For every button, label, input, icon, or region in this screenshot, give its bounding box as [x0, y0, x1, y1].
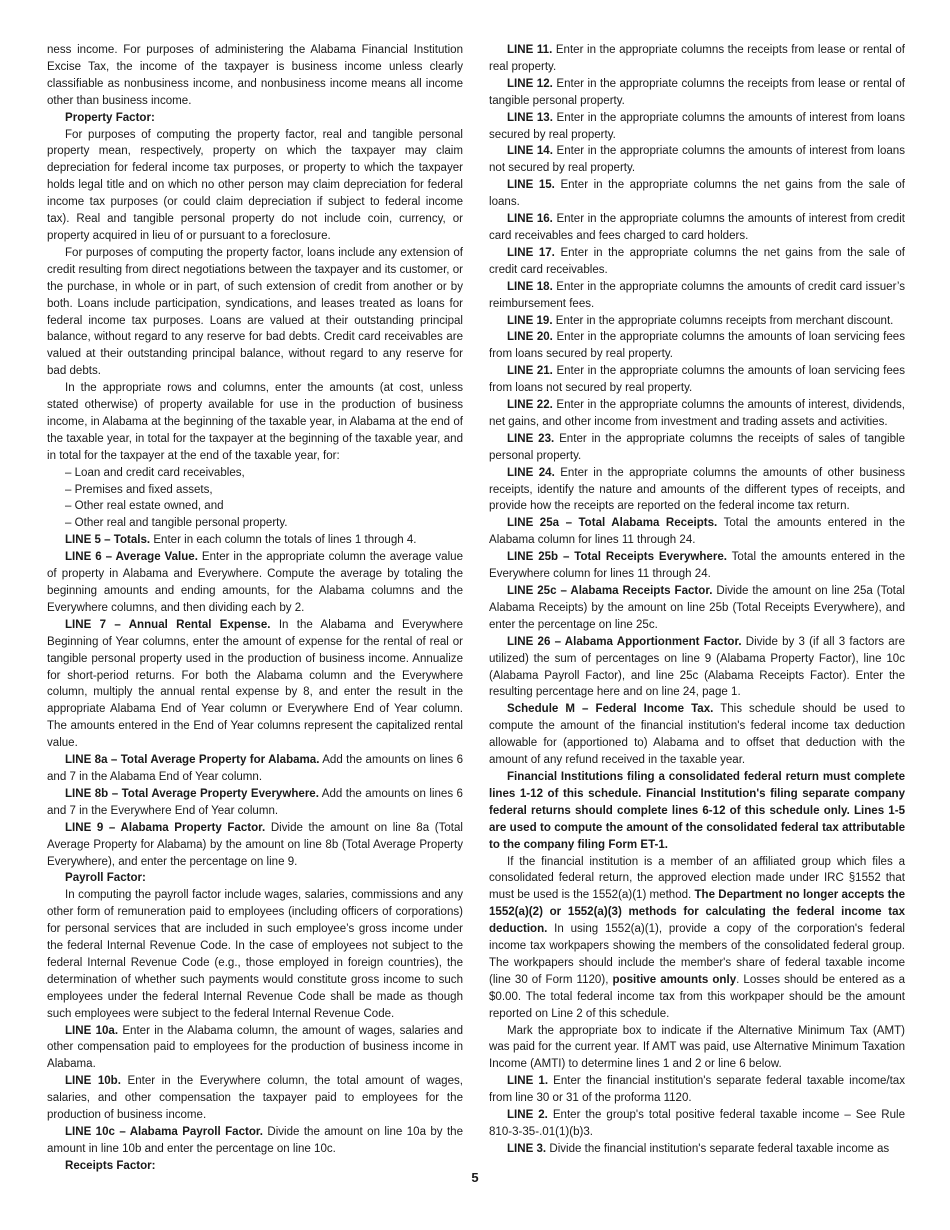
section-heading: Receipts Factor: — [65, 1159, 156, 1172]
paragraph — [489, 431, 905, 465]
line-label: LINE 25a – Total Alabama Receipts. — [507, 517, 718, 530]
paragraph-text: In the appropriate rows and columns, enter the amounts (at cost, unless stated otherwise) of property available for use in the production of business income, in Alabama at the beginning of the taxable year, in Alabama at the end of the taxable year, in total for the taxpayer at the beginning of the taxable year, and in total for the taxpayer at the end of the taxable year, for: — [47, 382, 463, 462]
bold-text: positive amounts only — [612, 973, 737, 986]
line-label: LINE 7 – Annual Rental Expense. — [65, 618, 271, 631]
paragraph — [489, 245, 905, 279]
list-item: – Other real and tangible personal property. — [65, 517, 288, 530]
line-label: LINE 11. — [507, 44, 553, 56]
list-item: – Loan and credit card receivables, — [65, 466, 245, 479]
line-label: LINE 24. — [507, 466, 555, 479]
paragraph-text: Divide the financial institution's separate federal taxable income as — [549, 1142, 890, 1155]
paragraph-text: Enter in the appropriate columns the amounts of interest from loans not secured by real property. — [489, 145, 906, 175]
paragraph — [47, 1124, 463, 1158]
left-column — [47, 42, 463, 1175]
line-label: LINE 10b. — [65, 1075, 121, 1088]
paragraph — [47, 820, 463, 871]
paragraph-text: Enter in the appropriate columns the receipts from lease or rental of real property. — [489, 44, 905, 73]
paragraph-text: Enter in the appropriate columns the net gains from the sale of loans. — [489, 179, 905, 209]
paragraph-text: Enter in the appropriate columns the receipts from lease or rental of tangible personal property. — [489, 77, 905, 107]
paragraph — [489, 211, 905, 245]
paragraph: ness income. For purposes of administering the Alabama Financial Institution Excise Tax, the income of the taxpayer is business income unless clearly classifiable as nonbusiness income, and nonbusiness income means all income other than business income. — [47, 44, 463, 107]
line-label: Schedule M – Federal Income Tax. — [507, 703, 714, 716]
paragraph — [47, 127, 463, 245]
paragraph-text: Divide the amount on line 10a by the amount in line 10b and enter the percentage on line 10c. — [47, 1126, 463, 1155]
line-label: LINE 20. — [507, 331, 553, 344]
line-label: LINE 1. — [507, 1075, 549, 1088]
paragraph — [489, 1023, 905, 1074]
line-label: LINE 8b – Total Average Property Everywhere. — [65, 787, 319, 800]
paragraph-text: Enter in the appropriate columns the amounts of loan servicing fees from loans secured by real property. — [489, 331, 905, 361]
text-run: If the financial institution is a member of an affiliated group which files a consolidated federal return, the approved election made under IRC §1552 that must be used is the 1552(a)(1) method. — [489, 855, 905, 902]
paragraph-text: Enter in the appropriate columns the amounts of interest from credit card receivables and fees charged to card holders. — [489, 213, 906, 242]
paragraph-text: For purposes of computing the property factor, real and tangible personal property mean, respectively, property on which the taxpayer may claim depreciation for federal income tax purposes, or property to which the taxpayer holds legal title and on which no other person may claim depreciation for federal income tax purposes (or could claim depreciation if subject to federal income tax). Real and tangible personal property do not include coin, currency, or property acquired in lieu of or pursuant to a foreclosure. — [47, 128, 463, 242]
paragraph-text: Total the amounts entered in the Alabama column for lines 11 through 24. — [489, 517, 905, 547]
paragraph — [47, 532, 463, 549]
paragraph-text: Enter in each column the totals of lines 1 through 4. — [153, 534, 417, 547]
line-label: LINE 18. — [507, 280, 553, 293]
line-label: LINE 23. — [507, 432, 555, 445]
paragraph-text: Divide by 3 (if all 3 factors are utilized) the sum of percentages on line 9 (Alabama Property Factor), line 10c (Alabama Payroll Factor), and line 25c (Alabama Receipts Factor). Enter the resulting percentage here and on line 24, page 1. — [489, 635, 905, 699]
paragraph — [489, 1107, 905, 1141]
paragraph — [47, 1023, 463, 1074]
paragraph — [489, 701, 905, 769]
paragraph-text: Total the amounts entered in the Everywhere column for lines 11 through 24. — [489, 551, 905, 581]
paragraph-text: Divide the amount on line 8a (Total Average Property for Alabama) by the amount on line 8b (Total Average Property Everywhere), and enter the percentage on line 9. — [47, 821, 463, 868]
paragraph-text: Mark the appropriate box to indicate if the Alternative Minimum Tax (AMT) was paid for the current year. If AMT was paid, use Alternative Minimum Taxation Income (AMTI) to determine lines 1 and 2 or line 6 below. — [489, 1024, 905, 1071]
paragraph-text: Enter the financial institution's separate federal taxable income/tax from line 30 or 31 of the proforma 1120. — [489, 1075, 905, 1105]
text-run: . Losses should be entered as a $0.00. The total federal income tax from this workpaper should be the amount reported on Line 2 of this schedule. — [489, 973, 906, 1020]
list-item: – Other real estate owned, and — [65, 500, 224, 513]
paragraph — [47, 1073, 463, 1124]
paragraph-text: Enter in the appropriate columns the amounts of interest from loans secured by real property. — [489, 111, 906, 141]
line-label: LINE 21. — [507, 365, 553, 378]
paragraph-text: Enter in the appropriate columns the receipts of sales of tangible personal property. — [489, 432, 906, 462]
paragraph — [489, 1073, 905, 1107]
paragraph-text: Enter in the Everywhere column, the total amount of wages, salaries, and other compensation the taxpayer paid to employees for the production of business income. — [47, 1075, 463, 1122]
line-label: LINE 25c – Alabama Receipts Factor. — [507, 585, 713, 597]
line-label: LINE 19. — [507, 314, 553, 327]
paragraph — [489, 1141, 905, 1158]
line-label: LINE 25b – Total Receipts Everywhere. — [507, 551, 727, 564]
paragraph — [489, 634, 905, 702]
paragraph-text: Enter in the appropriate columns the amounts of other business receipts, identify the nature and amounts of the different types of receipts, and provide how the receipts are reported on the federal income tax return. — [489, 466, 906, 513]
paragraph — [489, 279, 905, 313]
bold-text: The Department no longer accepts the 1552(a)(2) or 1552(a)(3) methods for calculating the federal income tax deduction. — [489, 889, 905, 936]
paragraph-text: Enter in the appropriate columns the net gains from the sale of credit card receivables. — [489, 246, 905, 276]
line-label: LINE 15. — [507, 179, 555, 192]
paragraph-text: Enter in the appropriate columns the amounts of credit card issuer’s reimbursement fees. — [489, 280, 905, 310]
paragraph-text: For purposes of computing the property factor, loans include any extension of credit resulting from direct negotiations between the taxpayer and its customer, or the purchase, in whole or in part, of such extension of credit from another or by both. Loans include participation, syndications, and leases treated as loans for federal income tax purposes. Loans are valued at their outstanding principal balance, without regard to any reserve for bad debts. Credit card receivables are valued at their outstanding principal balance, without regard to any reserve for bad debts. — [47, 246, 463, 378]
line-label: LINE 10c – Alabama Payroll Factor. — [65, 1126, 263, 1138]
line-label: LINE 12. — [507, 77, 553, 90]
paragraph — [489, 397, 905, 431]
line-label: LINE 5 – Totals. — [65, 534, 151, 547]
paragraph-text: Divide the amount on line 25a (Total Alabama Receipts) by the amount on line 25b (Total Receipts Everywhere), and enter the percentage on line 25c. — [489, 585, 905, 631]
paragraph-text: This schedule should be used to compute the amount of the financial institution's federal income tax deduction allowable for (apportioned to) Alabama and to offset that deduction with the amount of any refund received in the taxable year. — [489, 703, 906, 767]
paragraph — [489, 143, 905, 177]
line-label: LINE 8a – Total Average Property for Alabama. — [65, 754, 320, 767]
paragraph-text: Enter in the Alabama column, the amount of wages, salaries and other compensation paid to employees for the production of business income in Alabama. — [47, 1024, 463, 1071]
line-label: LINE 16. — [507, 213, 553, 226]
line-label: LINE 17. — [507, 246, 555, 259]
page-number: 5 — [471, 1170, 479, 1185]
paragraph — [489, 363, 905, 397]
paragraph — [489, 110, 905, 144]
text-run: In using 1552(a)(1), provide a copy of the corporation's federal income tax workpapers showing the members of the consolidated federal group. The workpapers should include the member's share of federal taxable income (line 30 of Form 1120), — [489, 923, 905, 986]
paragraph — [47, 549, 463, 617]
paragraph-text: Enter in the appropriate columns the amounts of loan servicing fees from loans not secured by real property. — [489, 365, 905, 395]
paragraph — [489, 515, 905, 549]
line-label: LINE 13. — [507, 111, 553, 124]
line-label: LINE 26 – Alabama Apportionment Factor. — [507, 635, 742, 648]
line-label: LINE 9 – Alabama Property Factor. — [65, 821, 266, 834]
paragraph — [489, 549, 905, 583]
paragraph-text: Enter in the appropriate columns receipts from merchant discount. — [555, 314, 894, 327]
paragraph-text: Add the amounts on lines 6 and 7 in the Alabama End of Year column. — [47, 754, 463, 783]
paragraph — [489, 329, 905, 363]
paragraph-text: In the Alabama and Everywhere Beginning of Year columns, enter the amount of expense for the rental of real or tangible personal property used in the production of business income. Annualize for short-period returns. For both the Alabama column and the Everywhere column, multiply the annual rental expense by 8, and enter the result in the appropriate Alabama End of Year column or Everywhere End of Year column. The amounts entered in the End of Year columns represent the capitalized rental value. — [47, 618, 463, 750]
paragraph — [489, 465, 905, 516]
paragraph — [489, 42, 905, 76]
paragraph — [47, 887, 463, 1022]
paragraph — [489, 583, 905, 634]
line-label: LINE 3. — [507, 1142, 547, 1155]
line-label: LINE 22. — [507, 399, 553, 412]
paragraph-text: Enter the group's total positive federal taxable income – See Rule 810-3-35-.01(1)(b)3. — [489, 1109, 905, 1138]
line-label: LINE 2. — [507, 1109, 548, 1122]
paragraph — [489, 76, 905, 110]
right-column — [489, 42, 905, 1158]
bold-paragraph: Financial Institutions filing a consolidated federal return must complete lines 1-12 of this schedule. Financial Institution's filing separate company federal returns should complete lines 6-12 of this schedule only. Lines 1-5 are used to compute the amount of the consolidated federal tax attributable to the company filing Form ET-1. — [489, 770, 905, 851]
paragraph — [47, 380, 463, 465]
paragraph — [47, 752, 463, 786]
line-label: LINE 10a. — [65, 1024, 119, 1037]
paragraph — [47, 786, 463, 820]
paragraph-text: Add the amounts on lines 6 and 7 in the Everywhere End of Year column. — [47, 787, 463, 817]
paragraph — [47, 245, 463, 380]
paragraph — [489, 854, 905, 1023]
paragraph — [489, 313, 905, 330]
paragraph-text: In computing the payroll factor include wages, salaries, commissions and any other form of remuneration paid to employees (including officers of corporations) for personal services that are included in such employee’s gross income under the federal Internal Revenue Code. In the case of employees not subject to the federal Internal Revenue Code (e.g., those employed in foreign countries), the determination of whether such payments would constitute gross income to such employees under the federal Internal Revenue Code shall be made as though such employees were subject to the federal Internal Revenue Code. — [47, 889, 463, 1020]
line-label: LINE 14. — [507, 145, 553, 158]
paragraph-text: Enter in the appropriate columns the amounts of interest, dividends, net gains, and other income from investment and trading assets and activities. — [489, 399, 905, 428]
paragraph — [47, 617, 463, 752]
section-heading: Payroll Factor: — [65, 872, 146, 885]
paragraph-text: Enter in the appropriate column the average value of property in Alabama and Everywhere. Compute the average by totaling the beginning amounts and ending amounts, for the Alabama columns and the Everywhere columns, and then dividing each by 2. — [47, 551, 463, 614]
line-label: LINE 6 – Average Value. — [65, 551, 198, 564]
list-item: – Premises and fixed assets, — [65, 483, 213, 496]
paragraph — [489, 177, 905, 211]
section-heading: Property Factor: — [65, 111, 155, 124]
